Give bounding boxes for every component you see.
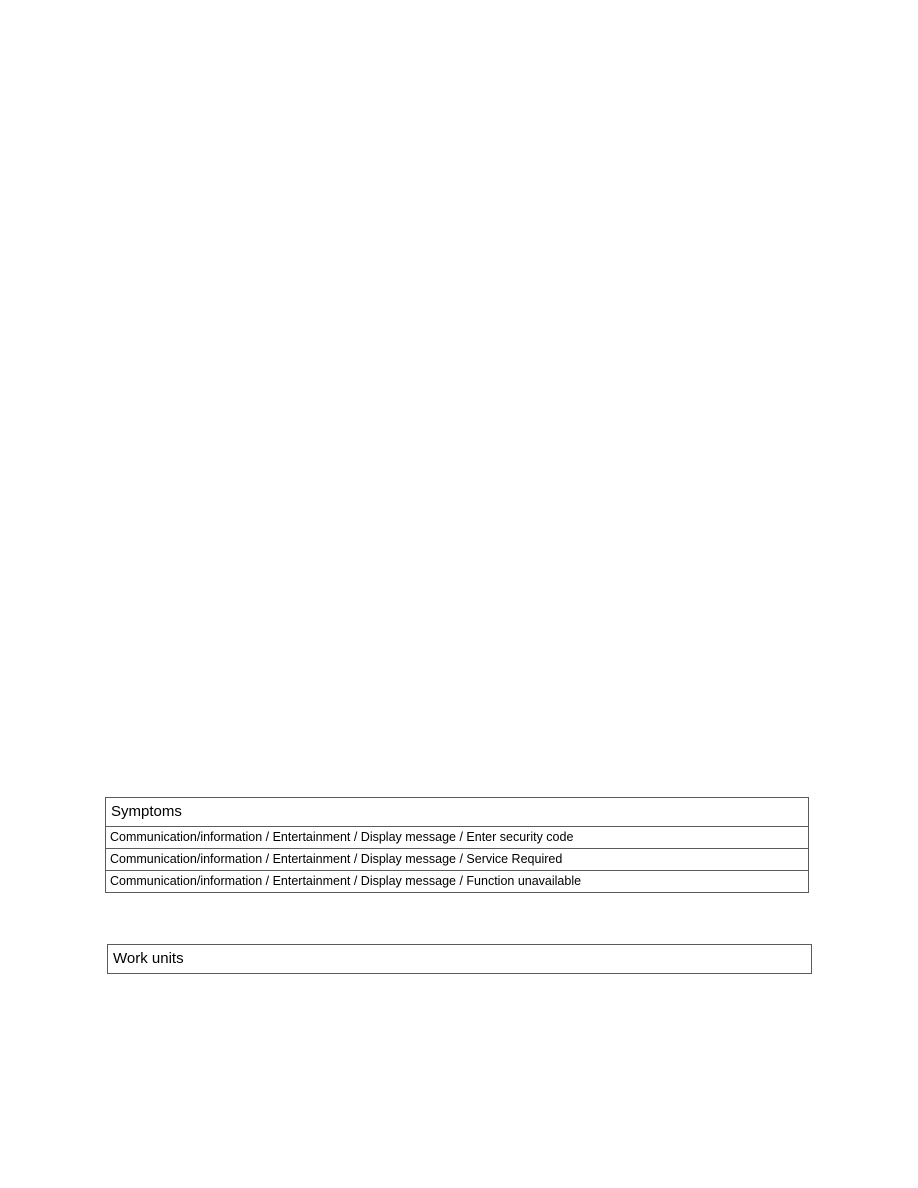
symptoms-table [105,797,809,893]
table-row [106,871,809,893]
table-row [106,849,809,871]
table-header-row [106,798,809,827]
symptom-row-text: Communication/information / Entertainment / Display message / Enter security code [106,827,809,849]
symptoms-header-label: Symptoms [106,798,809,827]
symptom-row-text: Communication/information / Entertainment / Display message / Service Required [106,849,809,871]
work-units-table [107,944,812,974]
table-header-row [108,945,812,974]
table-row [106,827,809,849]
symptom-row-text: Communication/information / Entertainment / Display message / Function unavailable [106,871,809,893]
work-units-header-label: Work units [108,945,812,974]
